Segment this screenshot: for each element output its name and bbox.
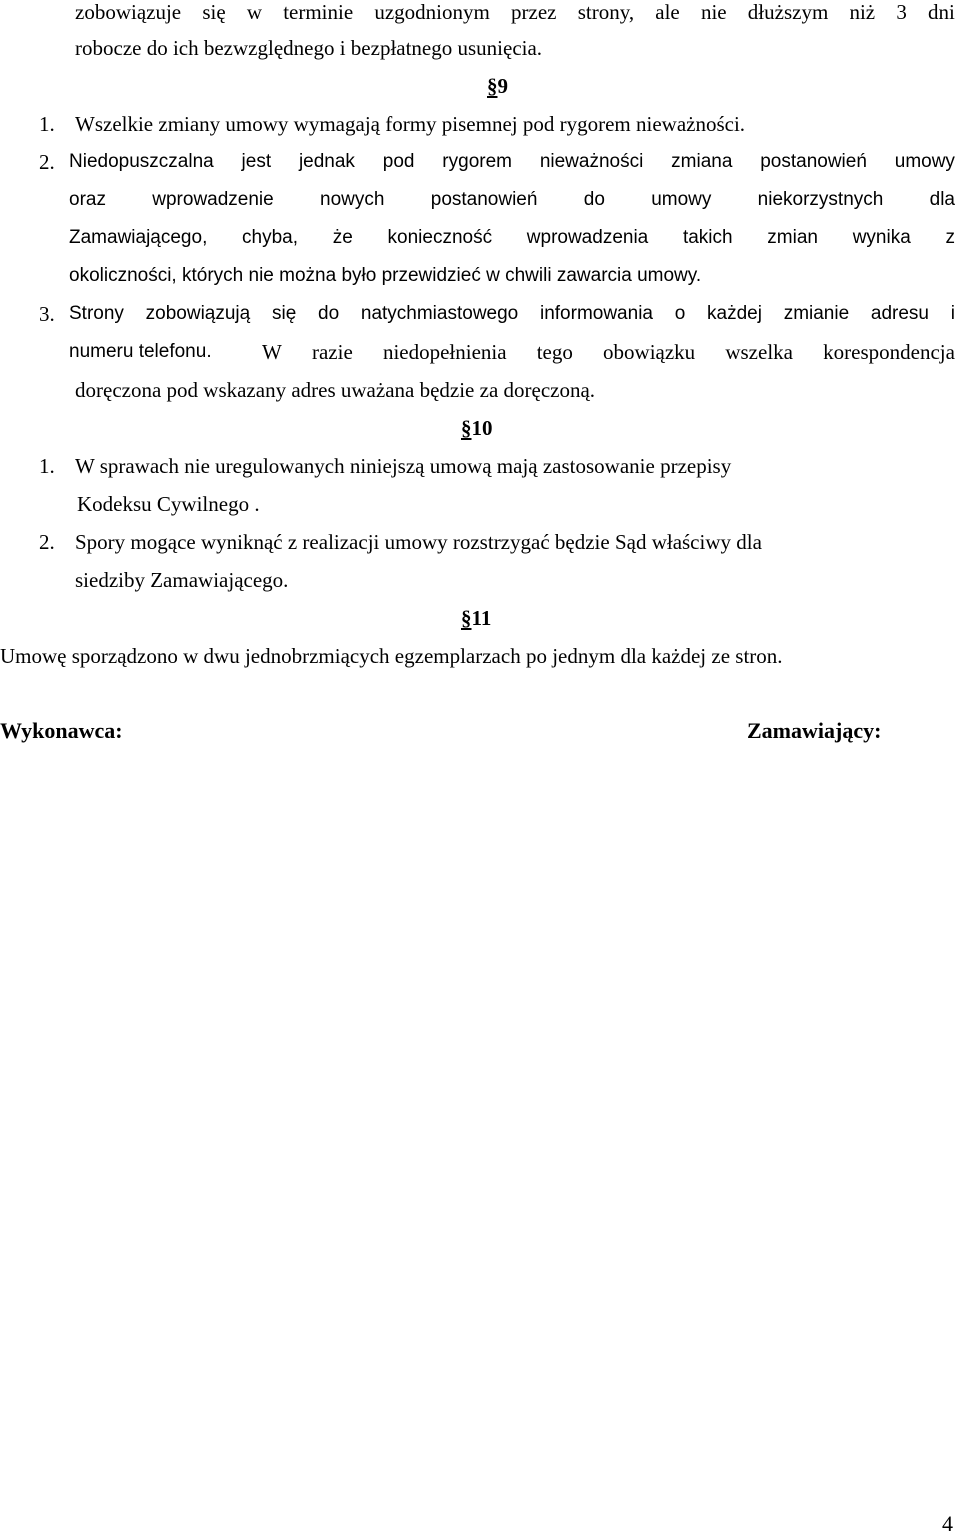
section9-item2-line2 (69, 188, 955, 212)
section8-line2: robocze do ich bezwzględnego i bezpłatnego usunięcia. (75, 36, 543, 60)
item-text (69, 150, 955, 174)
item-number: 2. (39, 150, 55, 174)
word: konieczność (387, 227, 493, 248)
item-number: 1. (39, 454, 55, 478)
word: W (262, 340, 282, 364)
word: wprowadzenie (152, 189, 274, 210)
word: się (202, 0, 226, 24)
word: 3 (896, 0, 907, 24)
word: nie (700, 0, 727, 24)
section8-line1 (75, 0, 955, 24)
word: rygorem (442, 151, 512, 172)
item-text (69, 302, 955, 326)
word: i (950, 303, 955, 324)
section11-text: Umowę sporządzono w dwu jednobrzmiących egzemplarzach po jednym dla każdej ze stron. (0, 644, 783, 668)
word: postanowień (760, 151, 867, 172)
section-symbol: § (461, 416, 472, 440)
section-11-heading (461, 606, 491, 630)
word: adresu (870, 303, 930, 324)
section10-item2-line2: siedziby Zamawiającego. (75, 568, 289, 592)
item-text-part1: numeru telefonu. (69, 341, 212, 362)
word: dni (928, 0, 955, 24)
signature-ordering-party-label: Zamawiający: (747, 718, 882, 743)
word: razie (311, 340, 353, 364)
section-symbol: § (461, 606, 472, 630)
word: każdej (707, 303, 762, 324)
section-10-heading (461, 416, 493, 440)
word: niż (849, 0, 876, 24)
word: pod (382, 151, 415, 172)
section-number: 9 (497, 74, 508, 98)
word: oraz (69, 189, 106, 210)
word: zmianie (783, 303, 850, 324)
word: zobowiązuje (75, 0, 182, 24)
item-text: Wszelkie zmiany umowy wymagają formy pisemnej pod rygorem nieważności. (75, 112, 746, 136)
word: Zamawiającego, (69, 227, 208, 248)
word: w (246, 0, 262, 24)
item-number: 3. (39, 302, 55, 326)
item-number: 2. (39, 530, 55, 554)
word: Strony (69, 303, 124, 324)
section9-item2-line3 (69, 226, 955, 250)
word: zmiana (671, 151, 733, 172)
word: natychmiastowego (360, 303, 519, 324)
word: wprowadzenia (526, 227, 649, 248)
item-text: Spory mogące wyniknąć z realizacji umowy rozstrzygać będzie Sąd właściwy dla (75, 530, 762, 554)
word: zobowiązują (145, 303, 251, 324)
word: dłuższym (747, 0, 829, 24)
word: tego (536, 340, 573, 364)
section-number: 11 (471, 606, 492, 630)
word: nowych (320, 189, 385, 210)
word: terminie (283, 0, 354, 24)
word: o (674, 303, 686, 324)
word: ale (655, 0, 680, 24)
word: zmian (767, 227, 818, 248)
word: postanowień (430, 189, 538, 210)
word: korespondencja (823, 340, 955, 364)
word: przez (511, 0, 557, 24)
word: do (583, 189, 605, 210)
item-number: 1. (39, 112, 55, 136)
page-number: 4 (942, 1511, 953, 1536)
section-number: 10 (471, 416, 493, 440)
word: uzgodnionym (374, 0, 490, 24)
word: informowania (539, 303, 653, 324)
word: umowy (651, 189, 712, 210)
word: jednak (298, 151, 355, 172)
word: dla (929, 189, 955, 210)
item-text: W sprawach nie uregulowanych niniejszą umową mają zastosowanie przepisy (75, 454, 732, 478)
word: wszelka (725, 340, 793, 364)
word: z (945, 227, 955, 248)
word: nieważności (539, 151, 644, 172)
section10-item1-line2: Kodeksu Cywilnego . (77, 492, 260, 516)
section-9-heading (487, 74, 508, 98)
item-text-part2 (262, 340, 955, 364)
word: niekorzystnych (757, 189, 884, 210)
word: strony, (577, 0, 635, 24)
word: wynika (852, 227, 911, 248)
section9-item2-line4: okoliczności, których nie można było przewidzieć w chwili zawarcia umowy. (69, 265, 702, 286)
word: się (271, 303, 297, 324)
word: do (318, 303, 340, 324)
section-symbol: § (487, 74, 498, 98)
word: chyba, (242, 227, 299, 248)
word: niedopełnienia (382, 340, 507, 364)
word: Niedopuszczalna (69, 151, 214, 172)
word: jest (241, 151, 272, 172)
word: takich (682, 227, 733, 248)
word: umowy (894, 151, 955, 172)
section9-item3-line3: doręczona pod wskazany adres uważana będzie za doręczoną. (75, 378, 596, 402)
signature-contractor-label: Wykonawca: (0, 718, 123, 743)
word: że (332, 227, 353, 248)
word: obowiązku (603, 340, 696, 364)
